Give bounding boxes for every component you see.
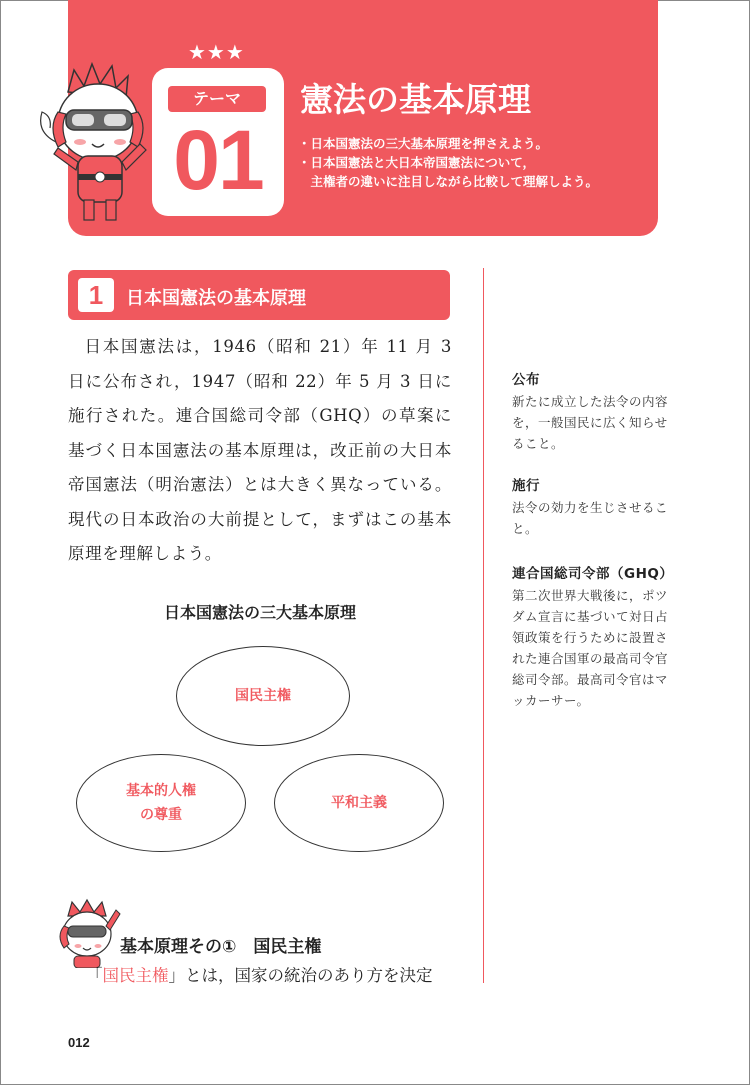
section-title: 日本国憲法の基本原理 xyxy=(126,288,306,309)
glossary-desc: 法令の効力を生じさせること。 xyxy=(512,500,669,536)
glossary-desc: 第二次世界大戦後に，ポツダム宣言に基づいて対日占領政策を行うために設置された連合国軍の最高司令官総司令部。最高司令官はマッカーサー。 xyxy=(512,588,669,708)
page-title: 憲法の基本原理 xyxy=(300,80,531,119)
body-paragraph: 日本国憲法は，1946（昭和 21）年 11 月 3 日に公布され，1947（昭和 22）年 5 月 3 日に施行された。連合国総司令部（GHQ）の草案に基づく日本国憲法の基本原理は，改正前の大日本帝国憲法（明治憲法）とは大きく異なっている。現代の日本政治の大前提として，まずはこの基本原理を理解しよう。 xyxy=(68,337,452,563)
objectives-list xyxy=(298,134,598,191)
mascot-illustration xyxy=(28,52,168,227)
glossary-item xyxy=(512,564,672,711)
glossary-term: 連合国総司令部（GHQ） xyxy=(512,566,674,582)
diagram-title: 日本国憲法の三大基本原理 xyxy=(163,603,356,622)
objective-item: ・日本国憲法の三大基本原理を押さえよう。 xyxy=(298,136,549,151)
page-number: 012 xyxy=(68,1035,90,1050)
glossary-item xyxy=(512,370,672,454)
body-text xyxy=(68,330,452,572)
glossary-desc: 新たに成立した法令の内容を，一般国民に広く知らせること。 xyxy=(512,394,669,451)
theme-number: 01 xyxy=(173,113,263,207)
difficulty-stars: ★★★ xyxy=(188,40,245,64)
section-number: 1 xyxy=(78,278,114,312)
principle-popular-sovereignty xyxy=(176,646,350,746)
principle-label: 平和主義 xyxy=(331,795,387,811)
principle-human-rights xyxy=(76,754,246,852)
column-divider xyxy=(483,268,484,983)
principle-label: 基本的人権 の尊重 xyxy=(126,783,196,823)
theme-label: テーマ xyxy=(168,86,266,112)
principle-pacifism xyxy=(274,754,444,852)
highlight-term: 国民主権 xyxy=(102,966,169,985)
objective-item: 主権者の違いに注目しながら比較して理解しよう。 xyxy=(298,174,599,189)
principle-label: 国民主権 xyxy=(235,688,291,704)
glossary-item xyxy=(512,476,672,539)
glossary-term: 公布 xyxy=(512,372,540,388)
mascot-small-illustration xyxy=(52,896,122,968)
objective-item: ・日本国憲法と大日本帝国憲法について， xyxy=(298,155,536,170)
body-last-line: 「国民主権」とは，国家の統治のあり方を決定 xyxy=(86,966,433,985)
subheading: 基本原理その① 国民主権 xyxy=(120,937,322,957)
glossary-term: 施行 xyxy=(512,478,540,494)
